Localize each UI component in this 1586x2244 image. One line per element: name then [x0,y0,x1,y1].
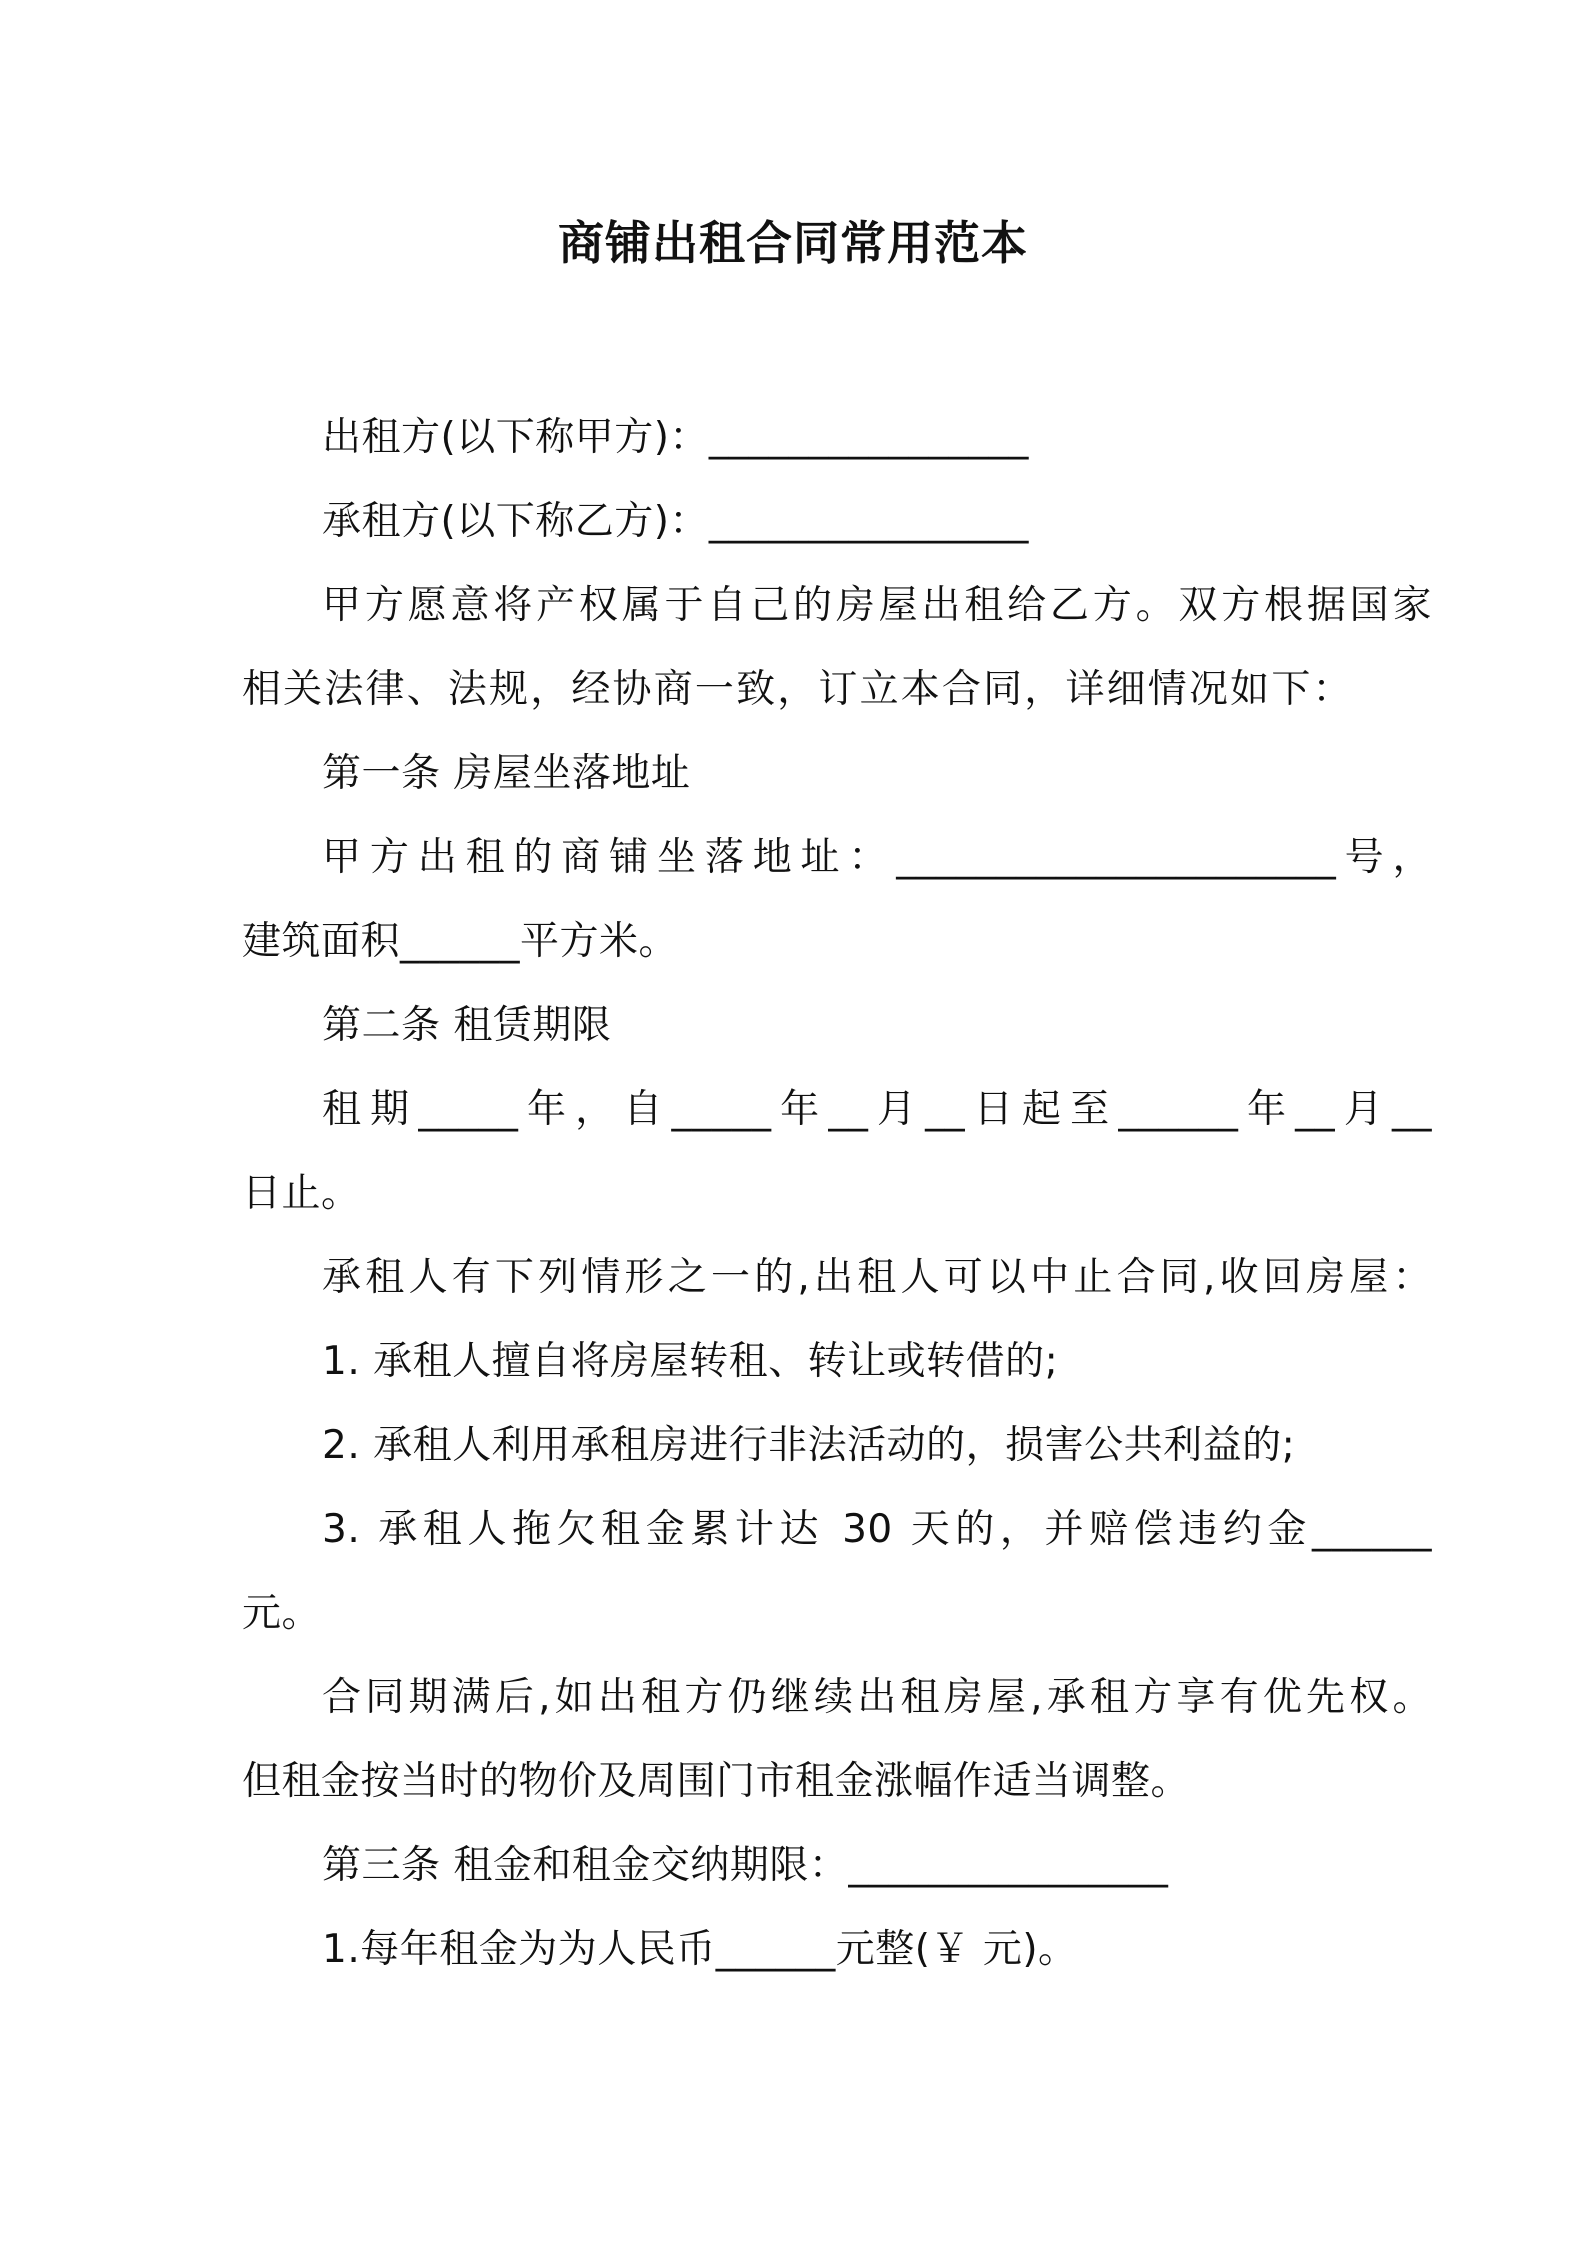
termination-item-3-end: 元。 [242,1591,322,1636]
preamble-line-1: 甲方愿意将产权属于自己的房屋出租给乙方。双方根据国家 [322,583,1432,628]
article-2-term-end: 日止。 [242,1171,361,1216]
termination-item-3: 3. 承租人拖欠租金累计达 30 天的，并赔偿违约金______ [322,1507,1432,1552]
termination-item-2: 2. 承租人利用承租房进行非法活动的，损害公共利益的; [322,1423,1296,1468]
article-3-heading: 第三条 租金和租金交纳期限：________________ [322,1843,1169,1888]
article-1-area-line: 建筑面积______平方米。 [242,919,679,964]
renewal-line-1: 合同期满后,如出租方仍继续出租房屋,承租方享有优先权。 [322,1675,1432,1720]
lessor-line: 出租方(以下称甲方)：________________ [322,415,1029,460]
article-2-term-line: 租期_____年，自_____年__月__日起至______年__月__ [322,1087,1432,1132]
article-1-heading: 第一条 房屋坐落地址 [322,751,691,796]
article-1-address-line: 甲方出租的商铺坐落地址：______________________号， [322,835,1432,880]
termination-intro: 承租人有下列情形之一的,出租人可以中止合同,收回房屋： [322,1255,1432,1300]
article-2-heading: 第二条 租赁期限 [322,1003,612,1048]
preamble-line-2: 相关法律、法规，经协商一致，订立本合同，详细情况如下： [242,667,1352,712]
article-3-item-1: 1.每年租金为为人民币______元整(￥ 元)。 [322,1927,1078,1972]
lessee-line: 承租方(以下称乙方)：________________ [322,499,1029,544]
termination-item-1: 1. 承租人擅自将房屋转租、转让或转借的; [322,1339,1059,1384]
document-title: 商铺出租合同常用范本 [558,216,1028,270]
renewal-line-2: 但租金按当时的物价及周围门市租金涨幅作适当调整。 [242,1759,1191,1804]
